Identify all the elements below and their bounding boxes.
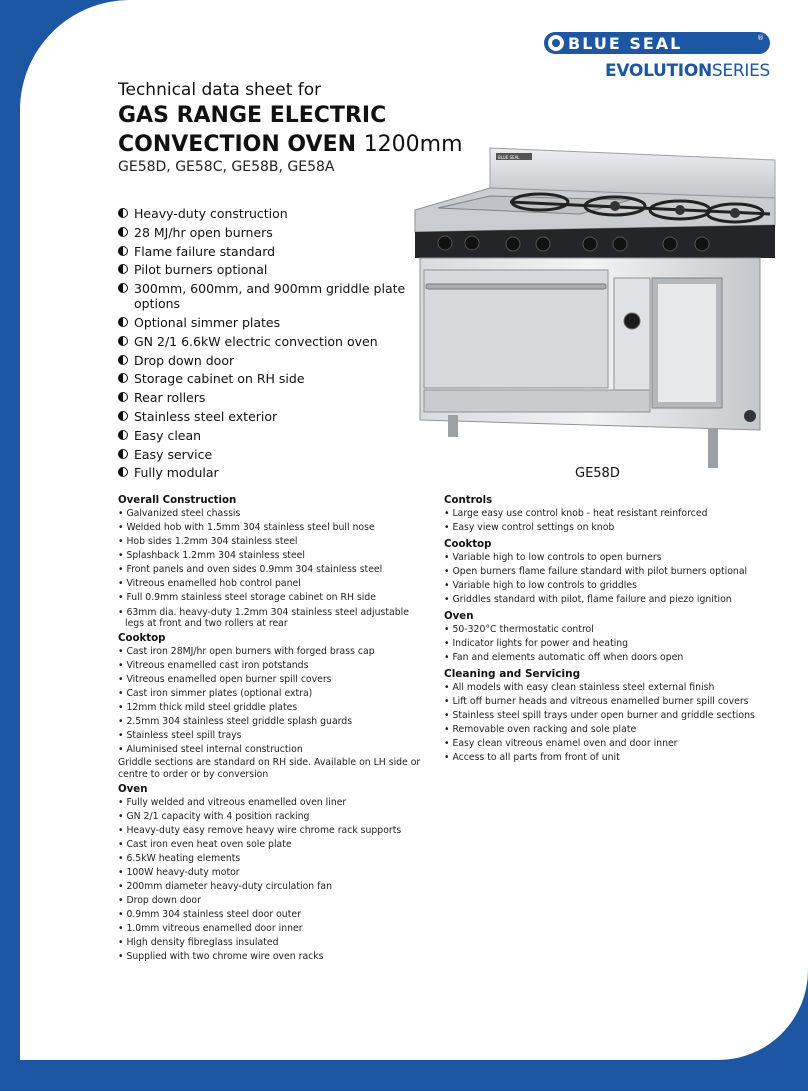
spec-item: • Indicator lights for power and heating: [444, 638, 629, 649]
half-circle-bullet-icon: [118, 283, 128, 293]
spec-item: • Griddles standard with pilot, flame failure and piezo ignition: [444, 594, 732, 605]
feature-item: [118, 334, 418, 349]
spec-item: • 1.0mm vitreous enamelled door inner: [118, 922, 303, 934]
product-title-name: CONVECTION OVEN: [118, 132, 357, 157]
feature-text: Fully modular: [134, 465, 219, 481]
spec-item: • Full 0.9mm stainless steel storage cabinet on RH side: [118, 592, 376, 603]
half-circle-bullet-icon: [118, 317, 128, 327]
half-circle-bullet-icon: [118, 336, 128, 346]
data-sheet: [20, 0, 808, 1060]
feature-item: [118, 428, 418, 443]
feature-item: [118, 225, 418, 240]
series-name: [605, 61, 770, 81]
half-circle-bullet-icon: [118, 355, 128, 365]
half-circle-bullet-icon: [118, 411, 128, 421]
feature-text: Optional simmer plates: [134, 314, 281, 330]
feature-text: Easy service: [134, 446, 213, 462]
cooktop-controls-heading: Cooktop: [444, 539, 492, 550]
brand-logo-mark-icon: [548, 35, 564, 51]
feature-text: Flame failure standard: [134, 243, 276, 259]
spec-item: • 12mm thick mild steel griddle plates: [118, 702, 298, 714]
feature-item: [118, 447, 418, 462]
spec-item: • 0.9mm 304 stainless steel door outer: [118, 908, 301, 920]
feature-item: [118, 244, 418, 259]
spec-item: • Cast iron even heat oven sole plate: [118, 838, 292, 850]
product-photo: [390, 140, 780, 470]
spec-item: • Front panels and oven sides 0.9mm 304 stainless steel: [118, 564, 383, 575]
spec-item: • Welded hob with 1.5mm 304 stainless steel bull nose: [118, 522, 375, 533]
spec-item: • Supplied with two chrome wire oven racks: [118, 950, 324, 962]
feature-text: GN 2/1 6.6kW electric convection oven: [134, 333, 378, 349]
feature-list: [118, 206, 418, 484]
feature-item: [118, 390, 418, 405]
series-name-part-2: O: [628, 61, 644, 81]
feature-text: 300mm, 600mm, and 900mm griddle plate options: [134, 281, 406, 312]
spec-item: • 2.5mm 304 stainless steel griddle splash guards: [118, 716, 353, 728]
half-circle-bullet-icon: [118, 227, 128, 237]
spec-item: • Vitreous enamelled hob control panel: [118, 578, 301, 589]
spec-item: • Vitreous enamelled cast iron potstands: [118, 660, 309, 672]
spec-item: • Galvanized steel chassis: [118, 508, 241, 519]
feature-text: Stainless steel exterior: [134, 408, 278, 424]
spec-item: • Heavy-duty easy remove heavy wire chrome rack supports: [118, 824, 402, 836]
spec-item: • Drop down door: [118, 894, 201, 906]
half-circle-bullet-icon: [118, 392, 128, 402]
feature-item: [118, 409, 418, 424]
spec-item: • GN 2/1 capacity with 4 position racking: [118, 810, 310, 822]
spec-item: • 50-320°C thermostatic control: [444, 624, 594, 635]
griddle-note: Griddle sections are standard on RH side. Available on LH side or centre to order or by conversion: [118, 757, 421, 780]
spec-item: • 63mm dia. heavy-duty 1.2mm 304 stainless steel adjustable legs at front and two rollers at rear: [118, 607, 409, 630]
registered-mark: ®: [757, 34, 764, 42]
feature-text: Heavy-duty construction: [134, 206, 288, 221]
spec-item: • Removable oven racking and sole plate: [444, 724, 637, 735]
feature-item: [118, 315, 418, 330]
brand-logo-text: BLUE SEAL: [568, 34, 683, 53]
oven-heading: Oven: [118, 783, 148, 795]
series-name-part-3: LUTION: [643, 61, 712, 81]
product-size: 1200mm: [363, 132, 463, 157]
series-name-part-4: SERIES: [711, 61, 770, 81]
document-subtitle: Technical data sheet for: [118, 80, 322, 100]
spec-item: • Cast iron simmer plates (optional extra): [118, 688, 313, 700]
cooktop-heading: Cooktop: [118, 633, 166, 645]
spec-item: • Variable high to low controls to open burners: [444, 552, 662, 563]
feature-text: Storage cabinet on RH side: [134, 371, 305, 387]
spec-item: • Stainless steel spill trays: [118, 730, 242, 742]
half-circle-bullet-icon: [118, 467, 128, 477]
spec-item: • Variable high to low controls to griddles: [444, 580, 637, 591]
spec-item: • Lift off burner heads and vitreous enamelled burner spill covers: [444, 696, 749, 707]
spec-item: • All models with easy clean stainless steel external finish: [444, 682, 715, 693]
spec-item: • Fan and elements automatic off when doors open: [444, 652, 684, 663]
specs-right-column: [444, 494, 784, 765]
feature-item: [118, 281, 418, 311]
feature-item: [118, 353, 418, 368]
overall-construction-heading: Overall Construction: [118, 495, 237, 506]
spec-item: • Large easy use control knob - heat resistant reinforced: [444, 508, 708, 519]
spec-item: • Easy clean vitreous enamel oven and door inner: [444, 738, 678, 749]
spec-item: • Vitreous enamelled open burner spill covers: [118, 674, 332, 686]
spec-item: • Open burners flame failure standard with pilot burners optional: [444, 566, 748, 577]
spec-item: • Fully welded and vitreous enamelled oven liner: [118, 796, 347, 808]
spec-item: • Cast iron 28MJ/hr open burners with forged brass cap: [118, 646, 375, 658]
spec-item: • Splashback 1.2mm 304 stainless steel: [118, 550, 305, 561]
half-circle-bullet-icon: [118, 208, 128, 218]
feature-item: [118, 206, 418, 221]
spec-item: • 6.5kW heating elements: [118, 852, 241, 864]
spec-item: • Hob sides 1.2mm 304 stainless steel: [118, 536, 298, 547]
series-name-part-1: EV: [605, 61, 629, 81]
feature-text: Pilot burners optional: [134, 262, 268, 278]
feature-item: [118, 262, 418, 277]
product-badge: BLUE SEAL: [498, 155, 520, 160]
spec-item: • Stainless steel spill trays under open burner and griddle sections: [444, 710, 755, 721]
spec-item: • Access to all parts from front of unit: [444, 752, 620, 763]
feature-text: Drop down door: [134, 352, 235, 368]
feature-item: [118, 371, 418, 386]
controls-heading: Controls: [444, 495, 493, 506]
spec-item: • Aluminised steel internal construction: [118, 744, 303, 756]
feature-item: [118, 465, 418, 480]
model-list: GE58D, GE58C, GE58B, GE58A: [118, 159, 335, 175]
product-caption: GE58D: [575, 466, 620, 481]
half-circle-bullet-icon: [118, 449, 128, 459]
half-circle-bullet-icon: [118, 264, 128, 274]
spec-item: • Easy view control settings on knob: [444, 522, 615, 533]
specs-left-column: [118, 494, 428, 964]
product-title-line-1: GAS RANGE ELECTRIC: [118, 103, 387, 128]
spec-item: • 100W heavy-duty motor: [118, 866, 240, 878]
half-circle-bullet-icon: [118, 246, 128, 256]
half-circle-bullet-icon: [118, 373, 128, 383]
spec-item: • High density fibreglass insulated: [118, 936, 279, 948]
spec-item: • 200mm diameter heavy-duty circulation fan: [118, 880, 332, 892]
brand-logo: [544, 32, 770, 82]
feature-text: 28 MJ/hr open burners: [134, 224, 273, 240]
feature-text: Rear rollers: [134, 390, 206, 406]
brand-logo-pill: [544, 32, 770, 54]
feature-text: Easy clean: [134, 427, 202, 443]
oven-controls-heading: Oven: [444, 611, 474, 622]
half-circle-bullet-icon: [118, 430, 128, 440]
cleaning-servicing-heading: Cleaning and Servicing: [444, 668, 581, 680]
